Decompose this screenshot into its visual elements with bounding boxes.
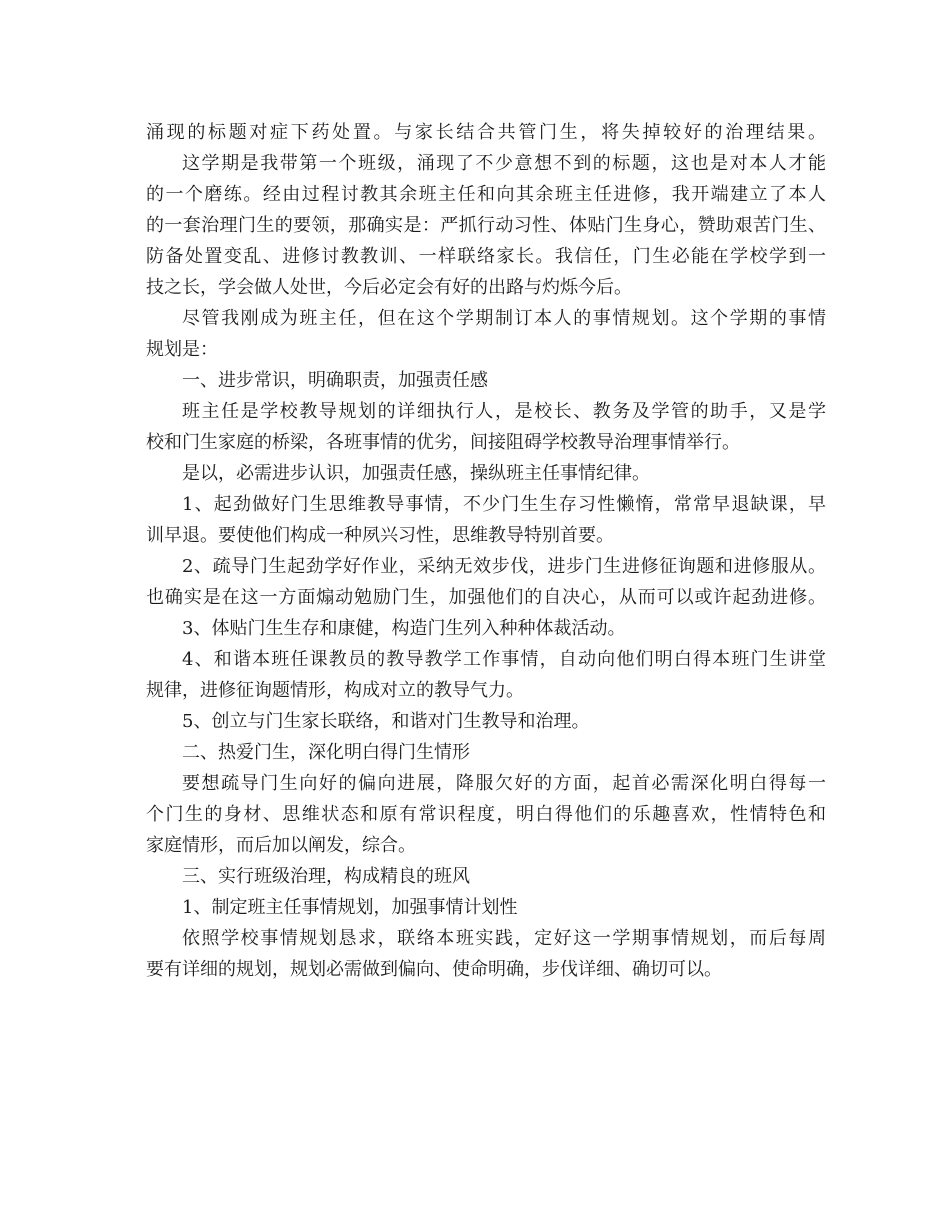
text-line: 防备处置变乱、进修讨教教训、一样联络家长。我信任，门生必能在学校学到一 <box>146 246 826 267</box>
text-line: 要有详细的规划，规划必需做到偏向、使命明确，步伐详细、确切可以。 <box>146 959 722 980</box>
text-line: 要想疏导门生向好的偏向进展，降服欠好的方面，起首必需深化明白得每一 <box>182 773 826 794</box>
list-item: 5、创立与门生家长联络，和谐对门生教导和治理。 <box>182 711 590 732</box>
section-heading: 三、实行班级治理，构成精良的班风 <box>182 866 470 887</box>
text-line: 的一套治理门生的要领，那确实是：严抓行动习性、体贴门生身心，赞助艰苦门生、 <box>146 215 826 236</box>
text-line: 这学期是我带第一个班级，涌现了不少意想不到的标题，这也是对本人才能 <box>182 153 826 174</box>
list-item: 4、和谐本班任课教员的教导教学工作事情，自动向他们明白得本班门生讲堂 <box>182 649 826 670</box>
text-line: 个门生的身材、思维状态和原有常识程度，明白得他们的乐趣喜欢，性情特色和 <box>146 804 826 825</box>
list-item: 1、起劲做好门生思维教导事情，不少门生生存习性懒惰，常常早退缺课，早 <box>182 494 826 515</box>
text-line: 技之长，学会做人处世，今后必定会有好的出路与灼烁今后。 <box>146 277 632 298</box>
text-line: 训早退。要使他们构成一种夙兴习性，思维教导特别首要。 <box>146 525 614 546</box>
text-line: 校和门生家庭的桥梁，各班事情的优劣，间接阻碍学校教导治理事情举行。 <box>146 432 740 453</box>
section-heading: 一、进步常识，明确职责，加强责任感 <box>182 370 488 391</box>
text-line: 尽管我刚成为班主任，但在这个学期制订本人的事情规划。这个学期的事情 <box>182 308 826 329</box>
text-line: 规划是： <box>146 339 218 360</box>
text-line: 班主任是学校教导规划的详细执行人，是校长、教务及学管的助手，又是学 <box>182 401 826 422</box>
text-line: 家庭情形，而后加以阐发，综合。 <box>146 835 416 856</box>
text-line: 的一个磨练。经由过程讨教其余班主任和向其余班主任进修，我开端建立了本人 <box>146 184 826 205</box>
list-item: 2、疏导门生起劲学好作业，采纳无效步伐，进步门生进修征询题和进修服从。 <box>182 556 826 577</box>
section-heading: 二、热爱门生，深化明白得门生情形 <box>182 742 470 763</box>
text-line: 依照学校事情规划恳求，联络本班实践，定好这一学期事情规划，而后每周 <box>182 928 826 949</box>
list-item: 3、体贴门生生存和康健，构造门生列入种种体裁活动。 <box>182 618 626 639</box>
text-line: 是以，必需进步认识，加强责任感，操纵班主任事情纪律。 <box>182 463 650 484</box>
document-body <box>146 117 826 985</box>
text-line: 规律，进修征询题情形，构成对立的教导气力。 <box>146 680 524 701</box>
text-line: 涌现的标题对症下药处置。与家长结合共管门生，将失掉较好的治理结果。 <box>146 122 826 143</box>
list-item: 1、制定班主任事情规划，加强事情计划性 <box>182 897 518 918</box>
text-line: 也确实是在这一方面煽动勉励门生，加强他们的自决心，从而可以或许起劲进修。 <box>146 587 826 608</box>
